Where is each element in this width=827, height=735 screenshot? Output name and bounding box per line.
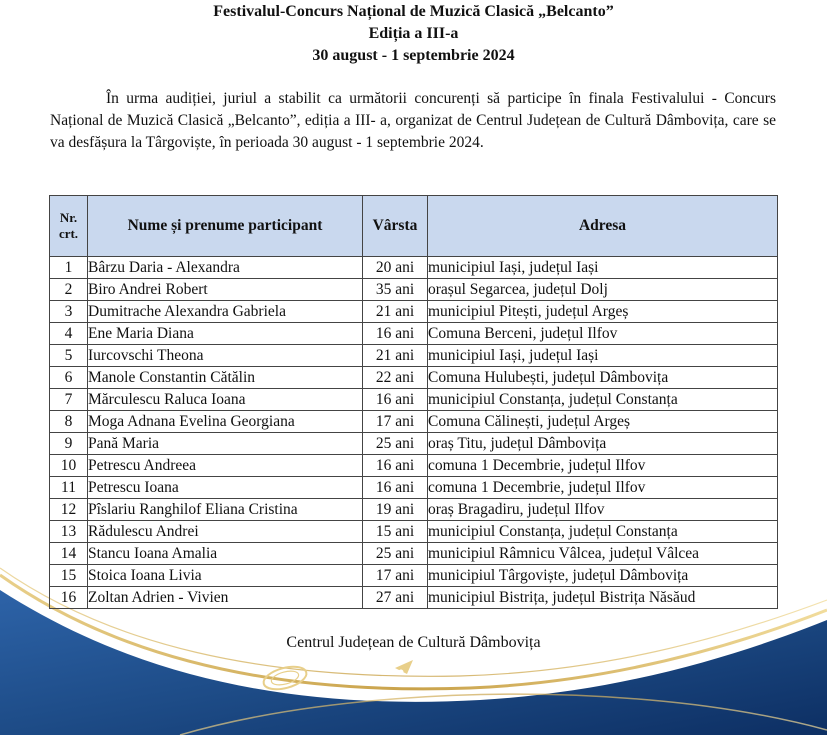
header-nr (50, 196, 88, 257)
row-nr: 5 (50, 345, 88, 367)
row-name: Ene Maria Diana (88, 323, 363, 345)
table-row (50, 367, 778, 389)
row-age: 19 ani (363, 499, 428, 521)
row-age: 15 ani (363, 521, 428, 543)
row-nr: 9 (50, 433, 88, 455)
row-nr: 15 (50, 565, 88, 587)
table-row (50, 301, 778, 323)
row-nr: 3 (50, 301, 88, 323)
row-name: Manole Constantin Cătălin (88, 367, 363, 389)
row-nr: 7 (50, 389, 88, 411)
row-nr: 11 (50, 477, 88, 499)
row-address: Comuna Hulubești, județul Dâmbovița (428, 367, 778, 389)
table-row (50, 257, 778, 279)
row-age: 21 ani (363, 301, 428, 323)
organizer-footer: Centrul Județean de Cultură Dâmbovița (286, 634, 541, 651)
row-age: 22 ani (363, 367, 428, 389)
table-row (50, 543, 778, 565)
row-address: oraș Titu, județul Dâmbovița (428, 433, 778, 455)
row-address: municipiul Iași, județul Iași (428, 345, 778, 367)
row-name: Rădulescu Andrei (88, 521, 363, 543)
table-row (50, 455, 778, 477)
table-row (50, 279, 778, 301)
row-address: municipiul Constanța, județul Constanța (428, 521, 778, 543)
row-name: Petrescu Andreea (88, 455, 363, 477)
header-address: Adresa (428, 196, 778, 257)
row-name: Iurcovschi Theona (88, 345, 363, 367)
row-address: comuna 1 Decembrie, județul Ilfov (428, 477, 778, 499)
row-address: comuna 1 Decembrie, județul Ilfov (428, 455, 778, 477)
row-name: Moga Adnana Evelina Georgiana (88, 411, 363, 433)
row-age: 16 ani (363, 389, 428, 411)
row-name: Stancu Ioana Amalia (88, 543, 363, 565)
table-row (50, 477, 778, 499)
row-age: 25 ani (363, 433, 428, 455)
row-nr: 12 (50, 499, 88, 521)
row-age: 25 ani (363, 543, 428, 565)
row-address: municipiul Pitești, județul Argeș (428, 301, 778, 323)
row-nr: 4 (50, 323, 88, 345)
row-name: Zoltan Adrien - Vivien (88, 587, 363, 609)
row-age: 27 ani (363, 587, 428, 609)
festival-title: Festivalul-Concurs Național de Muzică Clasică „Belcanto” (213, 3, 614, 20)
row-name: Mărculescu Raluca Ioana (88, 389, 363, 411)
row-address: Comuna Călinești, județul Argeș (428, 411, 778, 433)
row-name: Bârzu Daria - Alexandra (88, 257, 363, 279)
header-age: Vârsta (363, 196, 428, 257)
table-row (50, 389, 778, 411)
row-address: municipiul Iași, județul Iași (428, 257, 778, 279)
header-nr-line1: Nr. (59, 210, 78, 225)
row-address: Comuna Berceni, județul Ilfov (428, 323, 778, 345)
row-age: 16 ani (363, 323, 428, 345)
row-nr: 1 (50, 257, 88, 279)
participants-table (49, 195, 778, 609)
row-nr: 16 (50, 587, 88, 609)
row-nr: 10 (50, 455, 88, 477)
row-nr: 2 (50, 279, 88, 301)
row-address: oraș Bragadiru, județul Ilfov (428, 499, 778, 521)
intro-paragraph: În urma audiției, juriul a stabilit ca următorii concurenți să participe în finala Festivalului - Concurs Național de Muzică Clasică „Belcanto”, ediția a III- a, organizat de Centrul Județean de Cultură Dâmbovița, care se va desfășura la Târgoviște, în perioada 30 august - 1 septembrie 2024. (50, 90, 776, 151)
row-address: municipiul Râmnicu Vâlcea, județul Vâlcea (428, 543, 778, 565)
table-row (50, 521, 778, 543)
row-age: 17 ani (363, 411, 428, 433)
festival-dates: 30 august - 1 septembrie 2024 (312, 47, 515, 64)
table-row (50, 433, 778, 455)
edition-label: Ediția a III-a (368, 25, 459, 42)
header-nr-line2: crt. (58, 226, 79, 241)
header-name: Nume și prenume participant (88, 196, 363, 257)
row-age: 20 ani (363, 257, 428, 279)
row-name: Biro Andrei Robert (88, 279, 363, 301)
row-name: Pîslariu Ranghilof Eliana Cristina (88, 499, 363, 521)
table-row (50, 323, 778, 345)
table-header-row (50, 196, 778, 257)
row-age: 16 ani (363, 477, 428, 499)
row-name: Petrescu Ioana (88, 477, 363, 499)
row-age: 21 ani (363, 345, 428, 367)
row-age: 35 ani (363, 279, 428, 301)
row-address: orașul Segarcea, județul Dolj (428, 279, 778, 301)
table-row (50, 565, 778, 587)
table-row (50, 411, 778, 433)
row-nr: 13 (50, 521, 88, 543)
row-address: municipiul Târgoviște, județul Dâmbovița (428, 565, 778, 587)
table-row (50, 345, 778, 367)
table-row (50, 499, 778, 521)
row-address: municipiul Constanța, județul Constanța (428, 389, 778, 411)
row-address: municipiul Bistrița, județul Bistrița Năsăud (428, 587, 778, 609)
row-name: Dumitrache Alexandra Gabriela (88, 301, 363, 323)
table-row (50, 587, 778, 609)
row-nr: 6 (50, 367, 88, 389)
table-body (50, 257, 778, 609)
row-age: 16 ani (363, 455, 428, 477)
row-nr: 14 (50, 543, 88, 565)
row-age: 17 ani (363, 565, 428, 587)
row-nr: 8 (50, 411, 88, 433)
row-name: Stoica Ioana Livia (88, 565, 363, 587)
row-name: Pană Maria (88, 433, 363, 455)
